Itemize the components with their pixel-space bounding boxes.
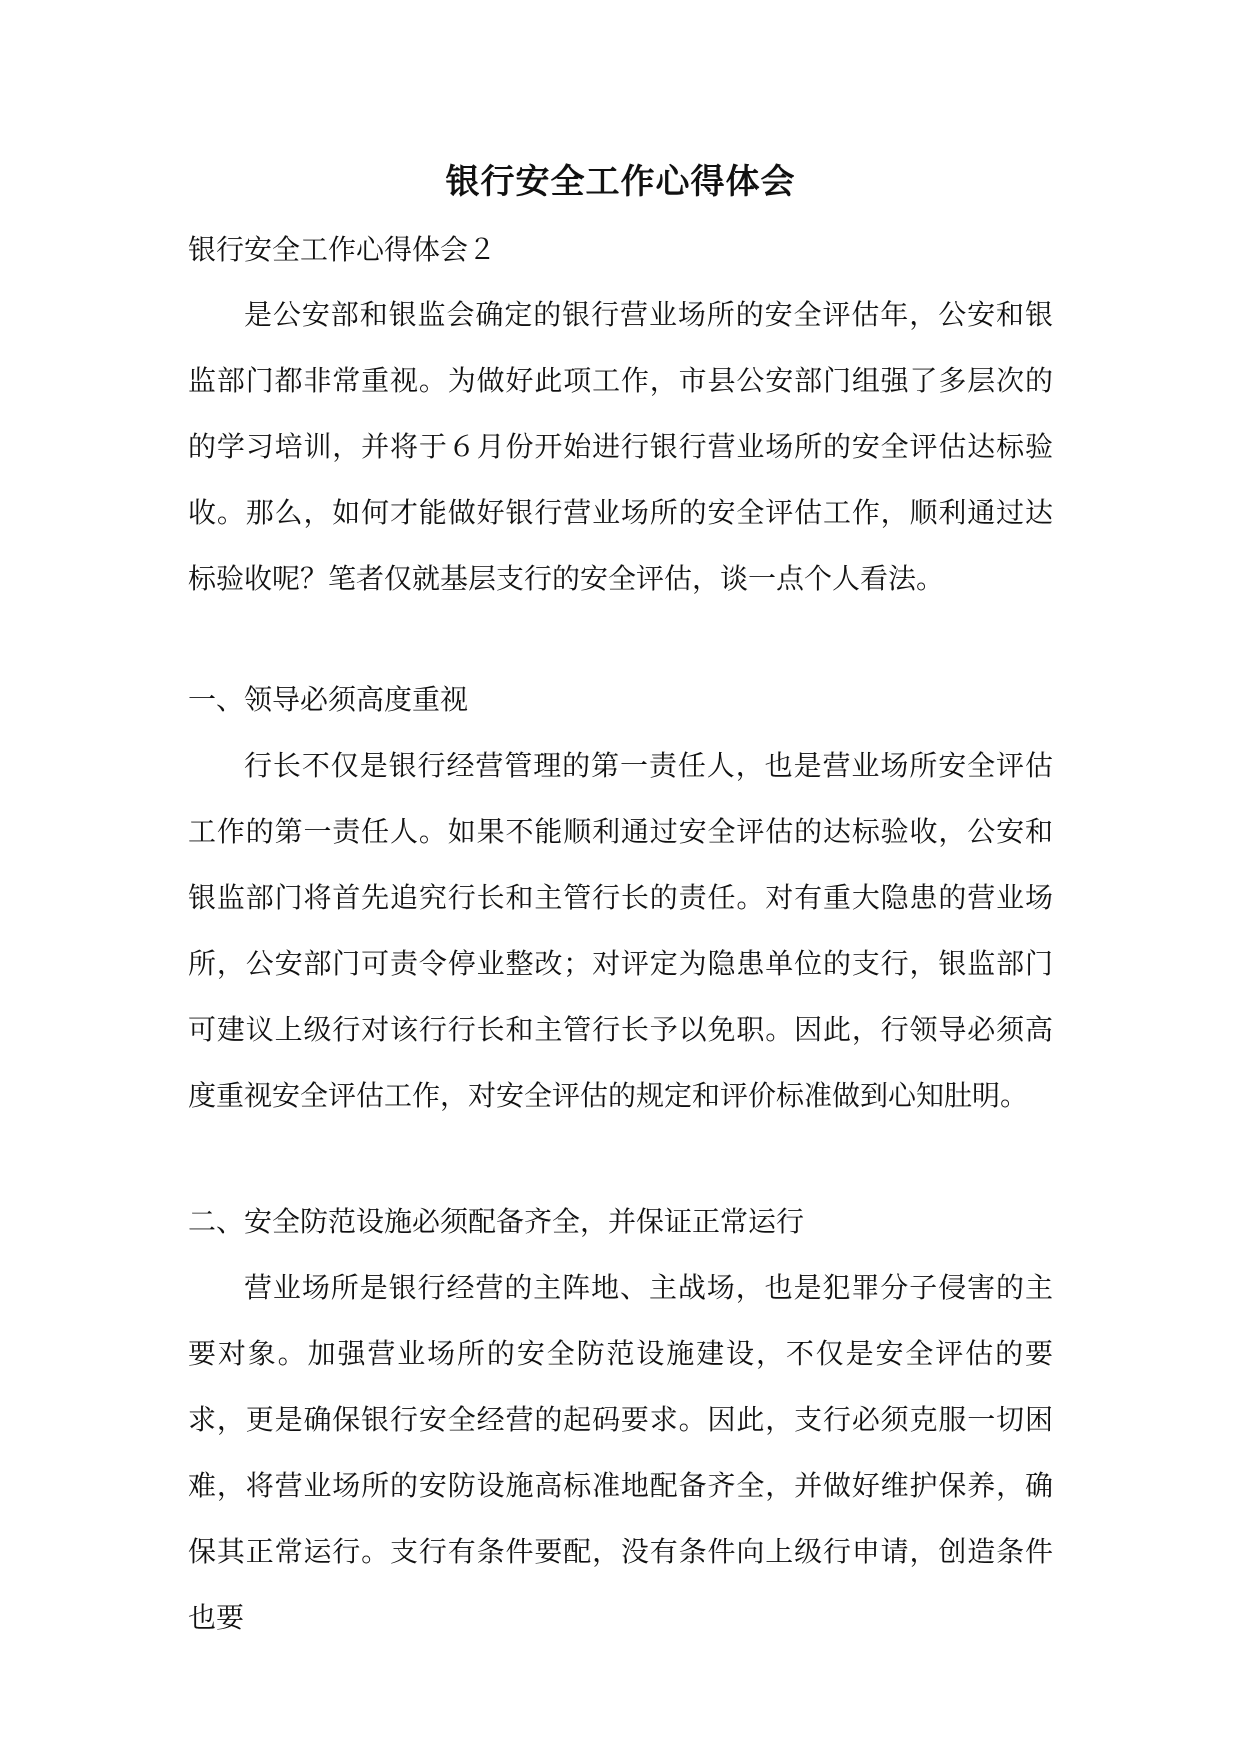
document-title: 银行安全工作心得体会 (445, 162, 796, 202)
section-paragraph: 行长不仅是银行经营管理的第一责任人，也是营业场所安全评估工作的第一责任人。如果不能顺利通过安全评估的达标验收，公安和银监部门将首先追究行长和主管行长的责任。对有重大隐患的营业场所，公安部门可责令停业整改；对评定为隐患单位的支行，银监部门可建议上级行对该行行长和主管行长予以免职。因此，行领导必须高度重视安全评估工作，对安全评估的规定和评价标准做到心知肚明。 (188, 749, 1053, 1112)
document-subtitle: 银行安全工作心得体会２ (188, 233, 497, 266)
section-heading: 一、领导必须高度重视 (188, 683, 469, 716)
section-heading: 二、安全防范设施必须配备齐全，并保证正常运行 (188, 1205, 805, 1238)
section-paragraph: 营业场所是银行经营的主阵地、主战场，也是犯罪分子侵害的主要对象。加强营业场所的安全防范设施建设，不仅是安全评估的要求，更是确保银行安全经营的起码要求。因此，支行必须克服一切困难，将营业场所的安防设施高标准地配备齐全，并做好维护保养，确保其正常运行。支行有条件要配，没有条件向上级行申请，创造条件也要 (188, 1271, 1053, 1634)
intro-paragraph: 是公安部和银监会确定的银行营业场所的安全评估年，公安和银监部门都非常重视。为做好此项工作，市县公安部门组强了多层次的的学习培训，并将于６月份开始进行银行营业场所的安全评估达标验收。那么，如何才能做好银行营业场所的安全评估工作，顺利通过达标验收呢？笔者仅就基层支行的安全评估，谈一点个人看法。 (188, 298, 1053, 595)
